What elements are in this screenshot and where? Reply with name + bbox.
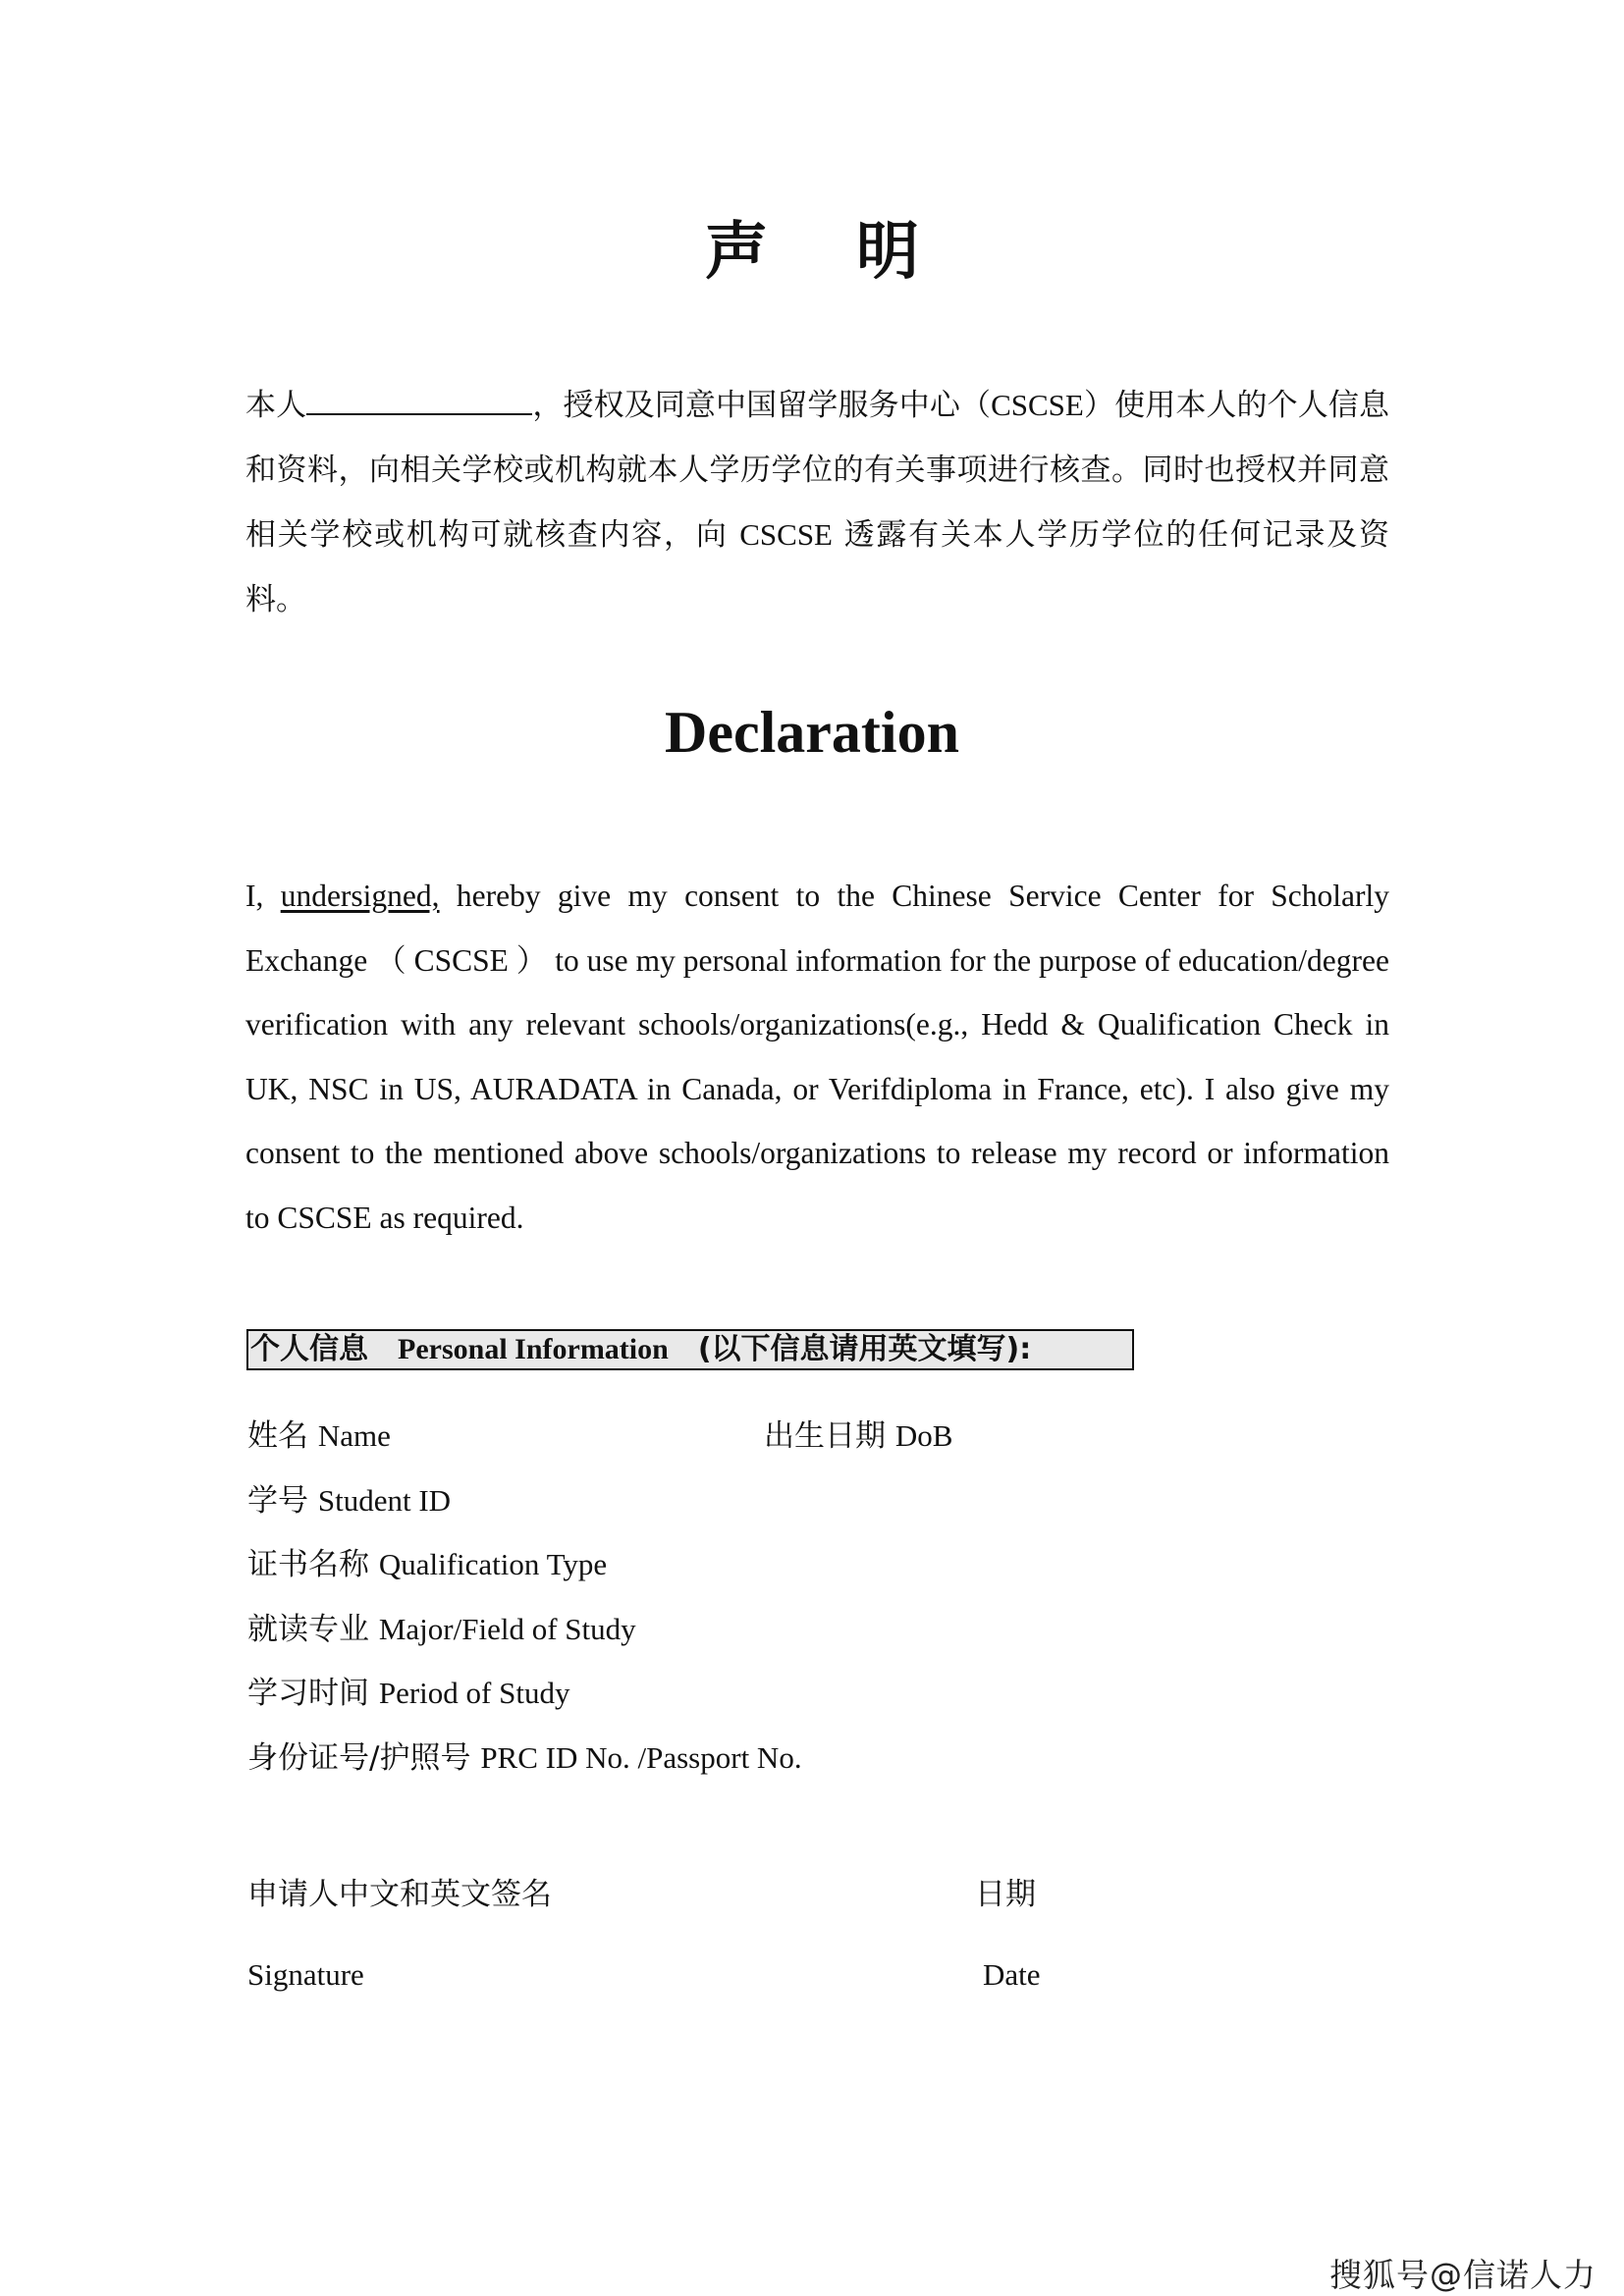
field-major-en: Major/Field of Study xyxy=(378,1612,636,1646)
field-dob-en: DoB xyxy=(894,1418,953,1453)
field-dob xyxy=(764,1411,952,1455)
field-qualification-cn: 证书名称 xyxy=(247,1547,369,1582)
field-period-en: Period of Study xyxy=(378,1676,570,1710)
signature-label-en-text: Signature xyxy=(247,1957,364,1992)
field-id-number-cn: 身份证号/护照号 xyxy=(247,1740,471,1776)
cn-cscse-2: CSCSE xyxy=(739,517,833,552)
personal-info-heading-cn: 个人信息 xyxy=(250,1332,368,1366)
cn-lead: 本人 xyxy=(245,388,307,423)
personal-info-heading-en: Personal Information xyxy=(398,1333,669,1365)
field-qualification-en: Qualification Type xyxy=(378,1547,608,1581)
field-dob-cn: 出生日期 xyxy=(764,1418,886,1454)
name-blank-line xyxy=(306,386,532,415)
field-qualification xyxy=(247,1539,607,1583)
en-start: I, xyxy=(245,879,281,913)
date-label-cn: 日期 xyxy=(975,1877,1036,1912)
field-name xyxy=(247,1411,391,1455)
field-student-id-cn: 学号 xyxy=(247,1483,308,1519)
field-id-number xyxy=(247,1733,802,1777)
field-major xyxy=(247,1604,636,1648)
chinese-title: 声明 xyxy=(705,216,1007,289)
date-label-en-text: Date xyxy=(983,1957,1041,1992)
field-name-cn: 姓名 xyxy=(247,1418,308,1454)
en-body: hereby give my consent to the Chinese Service Center for Scholarly Exchange （ CSCSE ） to use my personal information for the purpose of education/degree verification with any relevant schools/organizations(e.g., Hedd & Qualification Check in UK, NSC in US, AURADATA in Canada, or Verifdiploma in France, etc). I also give my consent to the mentioned above schools/organizations to release my record or information to CSCSE as required. xyxy=(245,879,1389,1235)
personal-info-heading-note: (以下信息请用英文填写): xyxy=(697,1332,1032,1366)
english-declaration-paragraph xyxy=(245,864,1389,1250)
cn-end: 透露有关本人学历学位的任何记录及资料。 xyxy=(245,517,1389,617)
signature-label-en xyxy=(247,1957,364,1993)
sohu-watermark: 搜狐号@信诺人力 xyxy=(1329,2256,1597,2294)
field-student-id xyxy=(247,1475,451,1520)
cn-mid: ）使用本人的个人信息和资料，向相关学校或机构就本人学历学位的有关事项进行核查。同时也授权并同意相关学校或机构可就核查内容，向 xyxy=(245,388,1390,553)
personal-info-heading xyxy=(246,1329,1134,1370)
cn-rest: ，授权及同意中国留学服务中心（ xyxy=(532,388,992,423)
en-undersigned: undersigned, xyxy=(280,879,440,913)
field-major-cn: 就读专业 xyxy=(247,1612,369,1647)
chinese-declaration-paragraph xyxy=(245,373,1389,632)
field-student-id-en: Student ID xyxy=(317,1483,452,1518)
signature-label-cn: 申请人中文和英文签名 xyxy=(247,1877,552,1912)
field-period-cn: 学习时间 xyxy=(247,1676,369,1711)
cn-cscse-1: CSCSE xyxy=(991,388,1084,422)
date-label-en xyxy=(983,1957,1041,1993)
field-period xyxy=(247,1668,569,1712)
english-title: Declaration xyxy=(665,700,959,765)
field-name-en: Name xyxy=(317,1418,391,1453)
field-id-number-en: PRC ID No. /Passport No. xyxy=(480,1740,802,1775)
